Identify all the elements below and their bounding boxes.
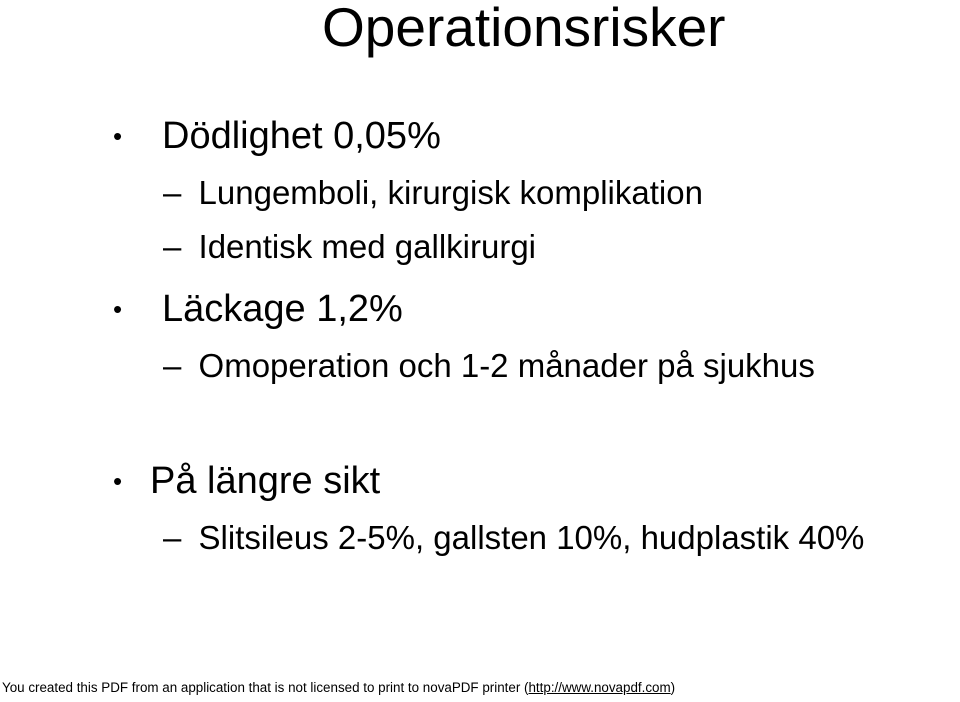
dash-icon: –: [163, 347, 182, 384]
sub-bullet-item: [163, 521, 864, 554]
footer-suffix: ): [670, 680, 676, 695]
sub-bullet-item: [163, 230, 536, 263]
footer-link[interactable]: http://www.novapdf.com: [528, 680, 671, 695]
dash-icon: –: [163, 519, 182, 556]
sub-bullet-text: Omoperation och 1-2 månader på sjukhus: [198, 347, 815, 384]
bullet-dot-icon: •: [113, 294, 123, 324]
bullet-dot-icon: •: [113, 466, 123, 496]
sub-bullet-item: [163, 176, 703, 209]
slide-title: Operationsrisker: [322, 0, 726, 58]
sub-bullet-text: Slitsileus 2-5%, gallsten 10%, hudplastik 40%: [198, 519, 865, 556]
footer-prefix: You created this PDF from an application that is not licensed to print to novaPDF printer (: [2, 680, 529, 695]
bullet-text: Dödlighet 0,05%: [162, 115, 441, 157]
dash-icon: –: [163, 228, 182, 265]
bullet-text: Läckage 1,2%: [162, 288, 403, 330]
sub-bullet-item: [163, 349, 815, 382]
sub-bullet-text: Lungemboli, kirurgisk komplikation: [198, 174, 703, 211]
footer-notice: [2, 681, 675, 694]
sub-bullet-text: Identisk med gallkirurgi: [198, 228, 537, 265]
dash-icon: –: [163, 174, 182, 211]
bullet-text: På längre sikt: [150, 460, 381, 502]
bullet-dot-icon: •: [113, 121, 123, 151]
